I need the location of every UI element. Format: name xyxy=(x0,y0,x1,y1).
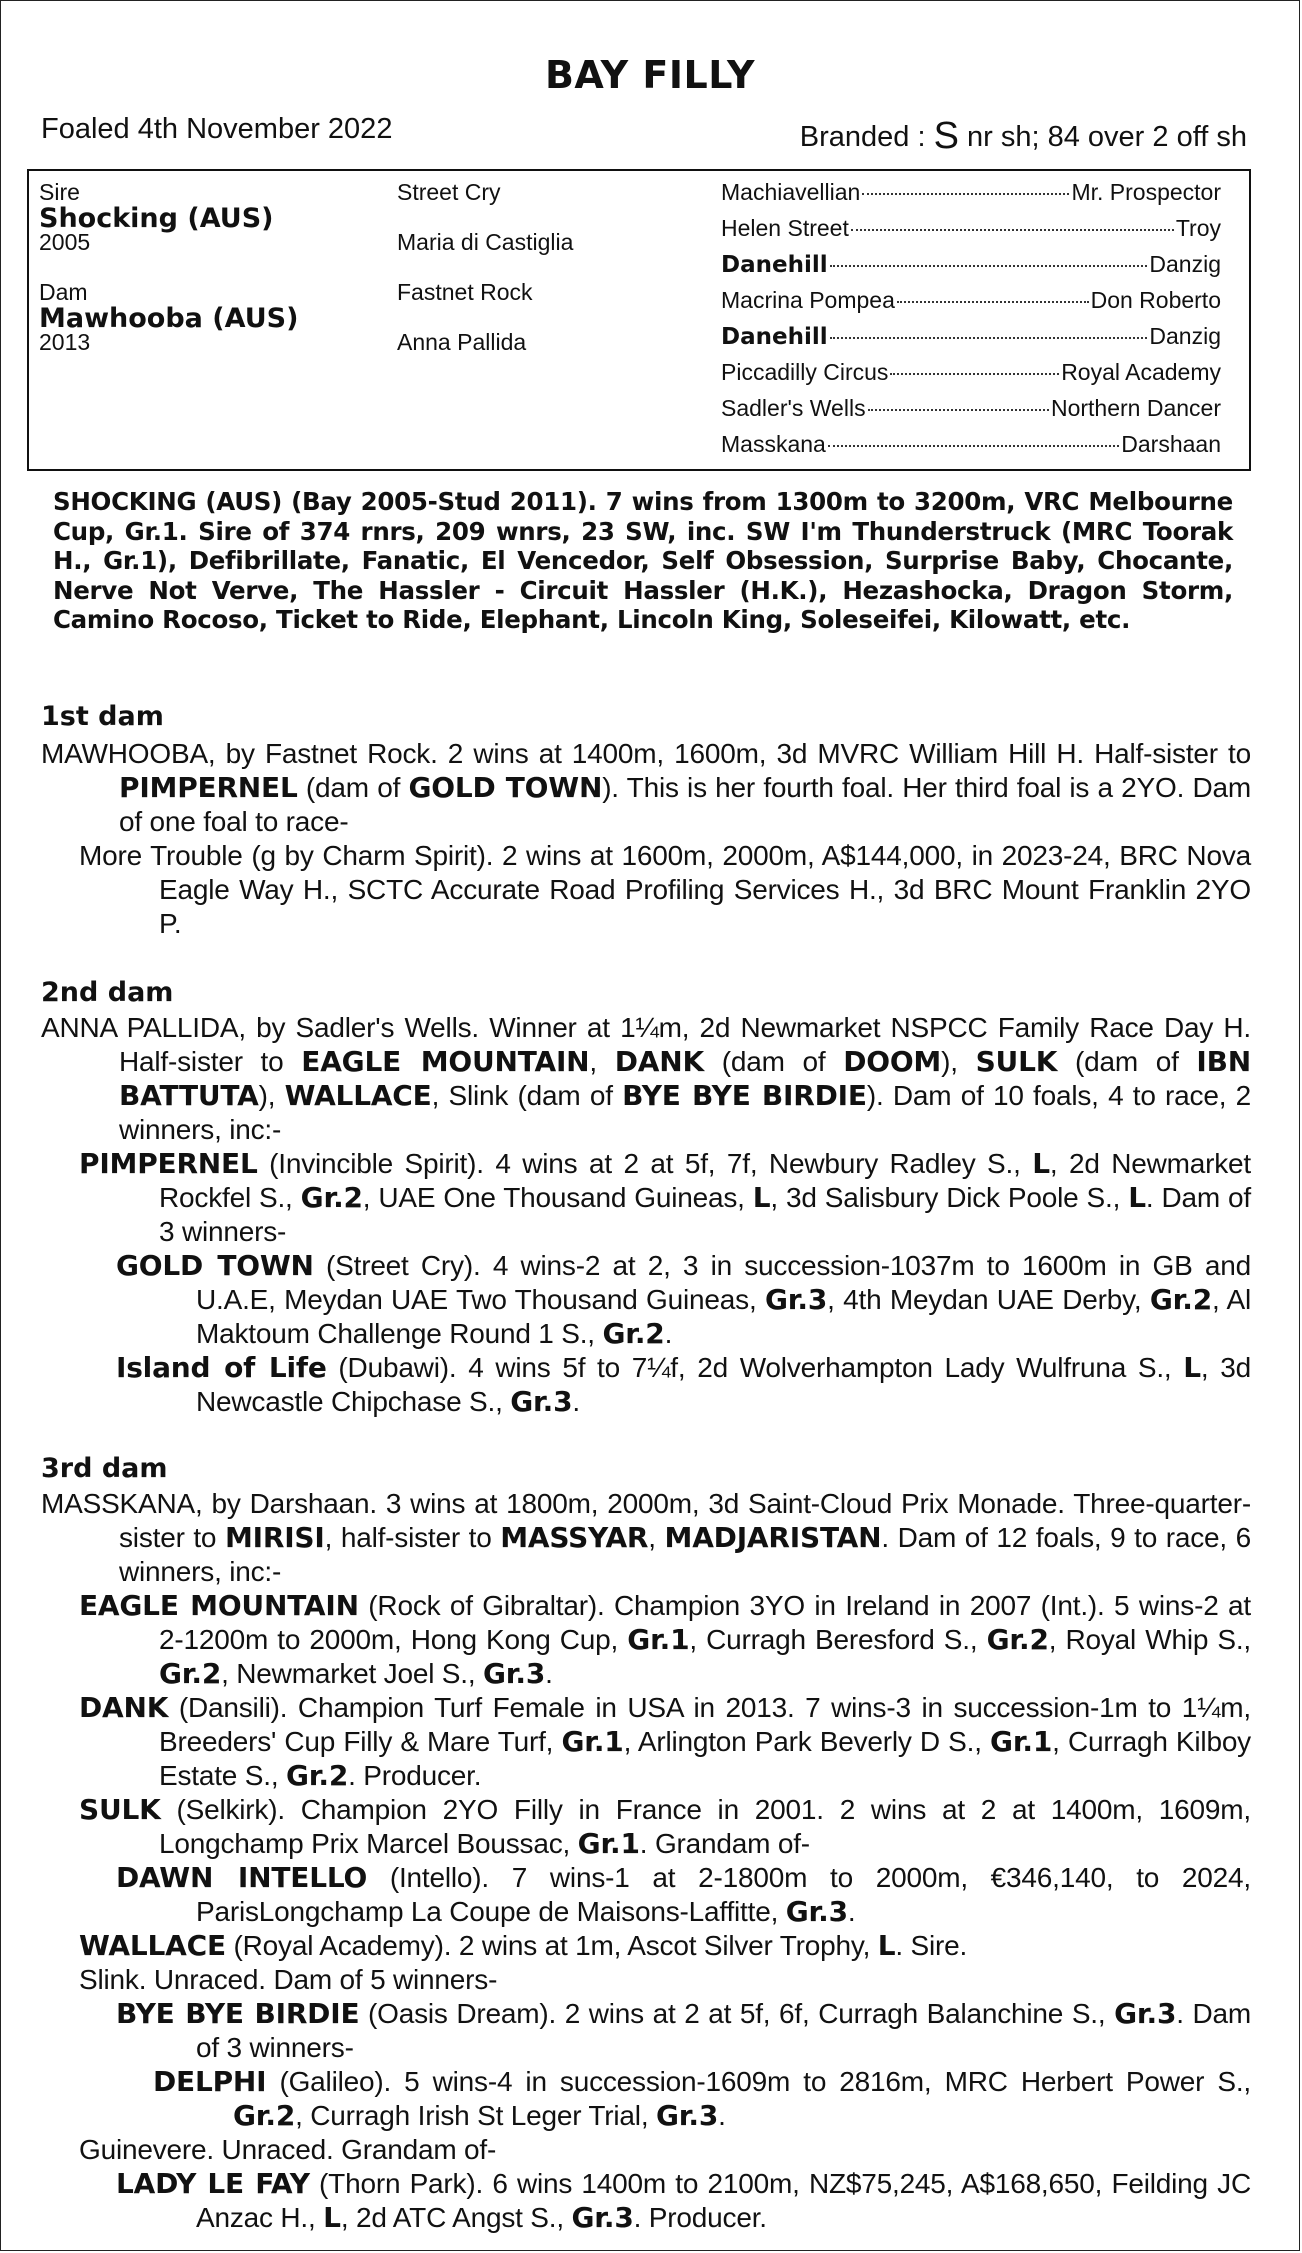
dank-entry: DANK (Dansili). Champion Turf Female in USA in 2013. 7 wins-3 in succession-1m to 1¼m, Breeders' Cup Filly & Mare Turf, Gr.1, Arlington Park Beverly D S., Gr.1, Curragh Kilboy Estate S., Gr.2. Producer. xyxy=(79,1691,1251,1792)
lady-le-fay-entry: LADY LE FAY (Thorn Park). 6 wins 1400m to 2100m, NZ$75,245, A$168,650, Feilding JC Anzac H., L, 2d ATC Angst S., Gr.3. Producer. xyxy=(116,2167,1252,2234)
ancestor-sire: Mr. Prospector xyxy=(1071,179,1221,205)
sire-name: Shocking (AUS) xyxy=(39,203,274,234)
ancestor-name: Masskana xyxy=(721,431,826,457)
dam-label: Dam xyxy=(39,279,88,305)
ancestor-name: Macrina Pompea xyxy=(721,287,895,313)
ancestor-row xyxy=(721,287,1221,314)
ancestor-row xyxy=(721,179,1221,206)
sire-dam: Maria di Castiglia xyxy=(397,229,574,255)
island-of-life-entry: Island of Life (Dubawi). 4 wins 5f to 7¼f, 2d Wolverhampton Lady Wulfruna S., L, 3d Newcastle Chipchase S., Gr.3. xyxy=(116,1351,1251,1418)
gold-town-entry: GOLD TOWN (Street Cry). 4 wins-2 at 2, 3 in succession-1037m to 1600m in GB and U.A.E, Meydan UAE Two Thousand Guineas, Gr.3, 4th Meydan UAE Derby, Gr.2, Al Maktoum Challenge Round 1 S., Gr.2. xyxy=(116,1249,1251,1350)
horse-name: Island of Life xyxy=(116,1351,327,1384)
ancestor-name: Danehill xyxy=(721,252,828,278)
foaled-date: Foaled 4th November 2022 xyxy=(41,113,393,145)
bye-bye-birdie-entry: BYE BYE BIRDIE (Oasis Dream). 2 wins at 2 at 5f, 6f, Curragh Balanchine S., Gr.3. Dam of 3 winners- xyxy=(116,1997,1251,2063)
slink-entry: Slink. Unraced. Dam of 5 winners- xyxy=(79,1964,498,1995)
horse-name: MADJARISTAN xyxy=(664,1521,882,1554)
dam-name: Mawhooba (AUS) xyxy=(39,303,299,334)
dawn-intello-entry: DAWN INTELLO (Intello). 7 wins-1 at 2-1800m to 2000m, €346,140, to 2024, ParisLongchamp La Coupe de Maisons-Laffitte, Gr.3. xyxy=(116,1861,1251,1928)
ancestor-name: Danehill xyxy=(721,324,828,350)
ancestor-row xyxy=(721,251,1221,278)
ancestor-name: Helen Street xyxy=(721,215,849,241)
sulk-entry: SULK (Selkirk). Champion 2YO Filly in France in 2001. 2 wins at 2 at 1400m, 1609m, Longchamp Prix Marcel Boussac, Gr.1. Grandam of- xyxy=(79,1793,1251,1860)
horse-name: EAGLE MOUNTAIN xyxy=(301,1045,590,1078)
lot-title: BAY FILLY xyxy=(544,53,756,97)
branded-details: nr sh; 84 over 2 off sh xyxy=(958,121,1247,153)
dam-dam: Anna Pallida xyxy=(397,329,527,355)
ancestor-sire: Don Roberto xyxy=(1090,287,1221,313)
delphi-entry: DELPHI (Galileo). 5 wins-4 in succession-1609m to 2816m, MRC Herbert Power S., Gr.2, Curragh Irish St Leger Trial, Gr.3. xyxy=(153,2065,1251,2132)
ancestor-row xyxy=(721,395,1221,422)
horse-name: PIMPERNEL xyxy=(119,771,298,804)
second-dam-heading: 2nd dam xyxy=(41,977,174,1008)
ancestor-row xyxy=(721,323,1221,350)
ancestor-sire: Northern Dancer xyxy=(1050,395,1221,421)
horse-name: WALLACE xyxy=(284,1079,432,1112)
horse-name: LADY LE FAY xyxy=(116,2167,310,2200)
branded-label: Branded : xyxy=(799,121,934,153)
wallace-entry: WALLACE (Royal Academy). 2 wins at 1m, Ascot Silver Trophy, L. Sire. xyxy=(79,1929,968,1962)
horse-name: MIRISI xyxy=(224,1521,325,1554)
ancestor-sire: Danzig xyxy=(1149,251,1221,277)
horse-name: DELPHI xyxy=(153,2065,267,2098)
sire-label: Sire xyxy=(39,179,80,205)
horse-name: DOOM xyxy=(843,1045,942,1078)
first-dam-heading: 1st dam xyxy=(41,701,164,732)
dam-sire: Fastnet Rock xyxy=(397,279,533,305)
ancestor-row xyxy=(721,431,1221,458)
horse-name: IBN BATTUTA xyxy=(119,1045,1251,1112)
horse-name: GOLD TOWN xyxy=(408,771,603,804)
sire-sire: Street Cry xyxy=(397,179,501,205)
horse-name: WALLACE xyxy=(79,1929,226,1962)
horse-name: PIMPERNEL xyxy=(79,1147,258,1180)
first-dam-progeny: More Trouble (g by Charm Spirit). 2 wins at 1600m, 2000m, A$144,000, in 2023-24, BRC Nova Eagle Way H., SCTC Accurate Road Profiling Services H., 3d BRC Mount Franklin 2YO P. xyxy=(79,840,1251,939)
second-dam-text: ANNA PALLIDA, by Sadler's Wells. Winner at 1¼m, 2d Newmarket NSPCC Family Race Day H. Half-sister to EAGLE MOUNTAIN, DANK (dam of DOOM), SULK (dam of IBN BATTUTA), WALLACE, Slink (dam of BYE BYE BIRDIE). Dam of 10 foals, 4 to race, 2 winners, inc:- xyxy=(41,1012,1251,1145)
ancestor-sire: Troy xyxy=(1175,215,1221,241)
ancestor-row xyxy=(721,359,1221,386)
sire-summary: SHOCKING (AUS) (Bay 2005-Stud 2011). 7 wins from 1300m to 3200m, VRC Melbourne Cup, Gr.1. Sire of 374 rnrs, 209 wnrs, 23 SW, inc. SW I'm Thunderstruck (MRC Toorak H., Gr.1), Defibrillate, Fanatic, El Vencedor, Self Obsession, Surprise Baby, Chocante, Nerve Not Verve, The Hassler - Circuit Hassler (H.K.), Hezashocka, Dragon Storm, Camino Rocoso, Ticket to Ride, Elephant, Lincoln King, Soleseifei, Kilowatt, etc. xyxy=(53,487,1233,634)
pedigree-table xyxy=(27,169,1251,471)
ancestor-sire: Danzig xyxy=(1149,323,1221,349)
sire-year: 2005 xyxy=(39,229,91,255)
ancestor-name: Sadler's Wells xyxy=(721,395,866,421)
horse-name: BYE BYE BIRDIE xyxy=(116,1997,360,2030)
third-dam-heading: 3rd dam xyxy=(41,1453,168,1484)
first-dam-text: MAWHOOBA, by Fastnet Rock. 2 wins at 1400m, 1600m, 3d MVRC William Hill H. Half-sister to PIMPERNEL (dam of GOLD TOWN). This is her fourth foal. Her third foal is a 2YO. Dam of one foal to race- xyxy=(41,738,1251,837)
third-dam-text: MASSKANA, by Darshaan. 3 wins at 1800m, 2000m, 3d Saint-Cloud Prix Monade. Three-quarter-sister to MIRISI, half-sister to MASSYAR, MADJARISTAN. Dam of 12 foals, 9 to race, 6 winners, inc:- xyxy=(41,1488,1251,1587)
ancestor-sire: Royal Academy xyxy=(1061,359,1221,385)
horse-name: BYE BYE BIRDIE xyxy=(622,1079,867,1112)
guinevere-entry: Guinevere. Unraced. Grandam of- xyxy=(79,2134,497,2165)
ancestor-row xyxy=(721,215,1221,242)
pimpernel-entry: PIMPERNEL (Invincible Spirit). 4 wins at 2 at 5f, 7f, Newbury Radley S., L, 2d Newmarket Rockfel S., Gr.2, UAE One Thousand Guineas, L, 3d Salisbury Dick Poole S., L. Dam of 3 winners- xyxy=(79,1147,1251,1247)
ancestor-name: Machiavellian xyxy=(721,179,861,205)
dam-year: 2013 xyxy=(39,329,91,355)
horse-name: EAGLE MOUNTAIN xyxy=(79,1589,359,1622)
brand-symbol: S xyxy=(933,115,959,157)
horse-name: SULK xyxy=(975,1045,1058,1078)
horse-name: DANK xyxy=(614,1045,704,1078)
horse-name: SULK xyxy=(79,1793,161,1826)
horse-name: MASSYAR xyxy=(500,1521,649,1554)
ancestor-sire: Darshaan xyxy=(1121,431,1221,457)
horse-name: DAWN INTELLO xyxy=(116,1861,368,1894)
ancestor-name: Piccadilly Circus xyxy=(721,359,889,385)
brand-info xyxy=(800,113,1247,156)
horse-name: DANK xyxy=(79,1691,169,1724)
eagle-mountain-entry: EAGLE MOUNTAIN (Rock of Gibraltar). Champion 3YO in Ireland in 2007 (Int.). 5 wins-2 at 2-1200m to 2000m, Hong Kong Cup, Gr.1, Curragh Beresford S., Gr.2, Royal Whip S., Gr.2, Newmarket Joel S., Gr.3. xyxy=(79,1589,1251,1690)
horse-name: GOLD TOWN xyxy=(116,1249,314,1282)
